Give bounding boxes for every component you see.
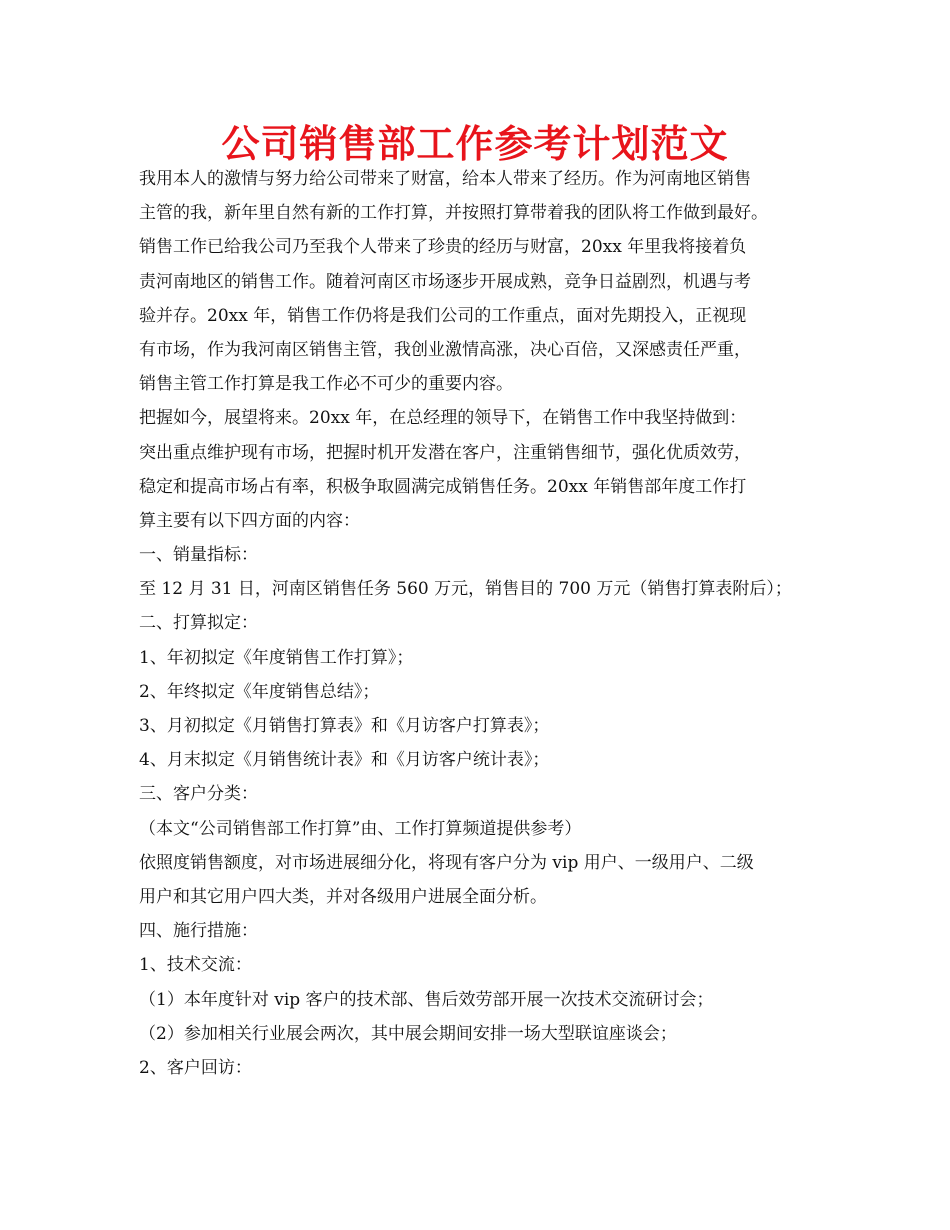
- paragraph-line: 销售工作已给我公司乃至我个人带来了珍贵的经历与财富，20xx 年里我将接着负: [139, 237, 747, 258]
- paragraph-line: 至 12 月 31 日，河南区销售任务 560 万元，销售目的 700 万元（销售打算表附后）；: [139, 579, 792, 600]
- paragraph-line: 依照度销售额度，对市场进展细分化，将现有客户分为 vip 用户、一级用户、二级: [139, 852, 754, 873]
- list-item: 1、技术交流：: [139, 955, 252, 976]
- paragraph-line: 验并存。20xx 年，销售工作仍将是我们公司的工作重点，面对先期投入，正视现: [139, 305, 747, 326]
- list-item: 1、年初拟定《年度销售工作打算》；: [139, 647, 414, 668]
- list-item: 2、客户回访：: [139, 1057, 252, 1078]
- paragraph-line: 责河南地区的销售工作。随着河南区市场逐步开展成熟，竞争日益剧烈，机遇与考: [139, 271, 751, 292]
- section-heading: 四、施行措施：: [139, 921, 258, 942]
- note-line: （本文“公司销售部工作打算”由、工作打算频道提供参考）: [139, 818, 582, 839]
- list-item: 2、年终拟定《年度销售总结》；: [139, 681, 380, 702]
- paragraph-line: 主管的我，新年里自然有新的工作打算，并按照打算带着我的团队将工作做到最好。: [139, 203, 768, 224]
- paragraph-line: 稳定和提高市场占有率，积极争取圆满完成销售任务。20xx 年销售部年度工作打: [139, 476, 747, 497]
- paragraph-line: 算主要有以下四方面的内容：: [139, 510, 360, 531]
- paragraph-line: 用户和其它用户四大类，并对各级用户进展全面分析。: [139, 886, 547, 907]
- section-heading: 一、销量指标：: [139, 545, 258, 566]
- paragraph-line: 销售主管工作打算是我工作必不可少的重要内容。: [139, 374, 513, 395]
- section-heading: 三、客户分类：: [139, 784, 258, 805]
- paragraph-line: 把握如今，展望将来。20xx 年，在总经理的领导下，在销售工作中我坚持做到：: [139, 408, 747, 429]
- paragraph-line: 突出重点维护现有市场，把握时机开发潜在客户，注重销售细节，强化优质效劳，: [139, 442, 751, 463]
- list-item: （2）参加相关行业展会两次，其中展会期间安排一场大型联谊座谈会；: [139, 1023, 677, 1044]
- document-title: 公司销售部工作参考计划范文: [221, 122, 729, 166]
- document-body: [139, 162, 829, 1085]
- list-item: 4、月末拟定《月销售统计表》和《月访客户统计表》；: [139, 750, 550, 771]
- paragraph-line: 有市场，作为我河南区销售主管，我创业激情高涨，决心百倍，又深感责任严重，: [139, 339, 751, 360]
- list-item: （1）本年度针对 vip 客户的技术部、售后效劳部开展一次技术交流研讨会；: [139, 989, 714, 1010]
- paragraph-line: 我用本人的激情与努力给公司带来了财富，给本人带来了经历。作为河南地区销售: [139, 169, 751, 189]
- section-heading: 二、打算拟定：: [139, 613, 258, 634]
- list-item: 3、月初拟定《月销售打算表》和《月访客户打算表》；: [139, 716, 550, 736]
